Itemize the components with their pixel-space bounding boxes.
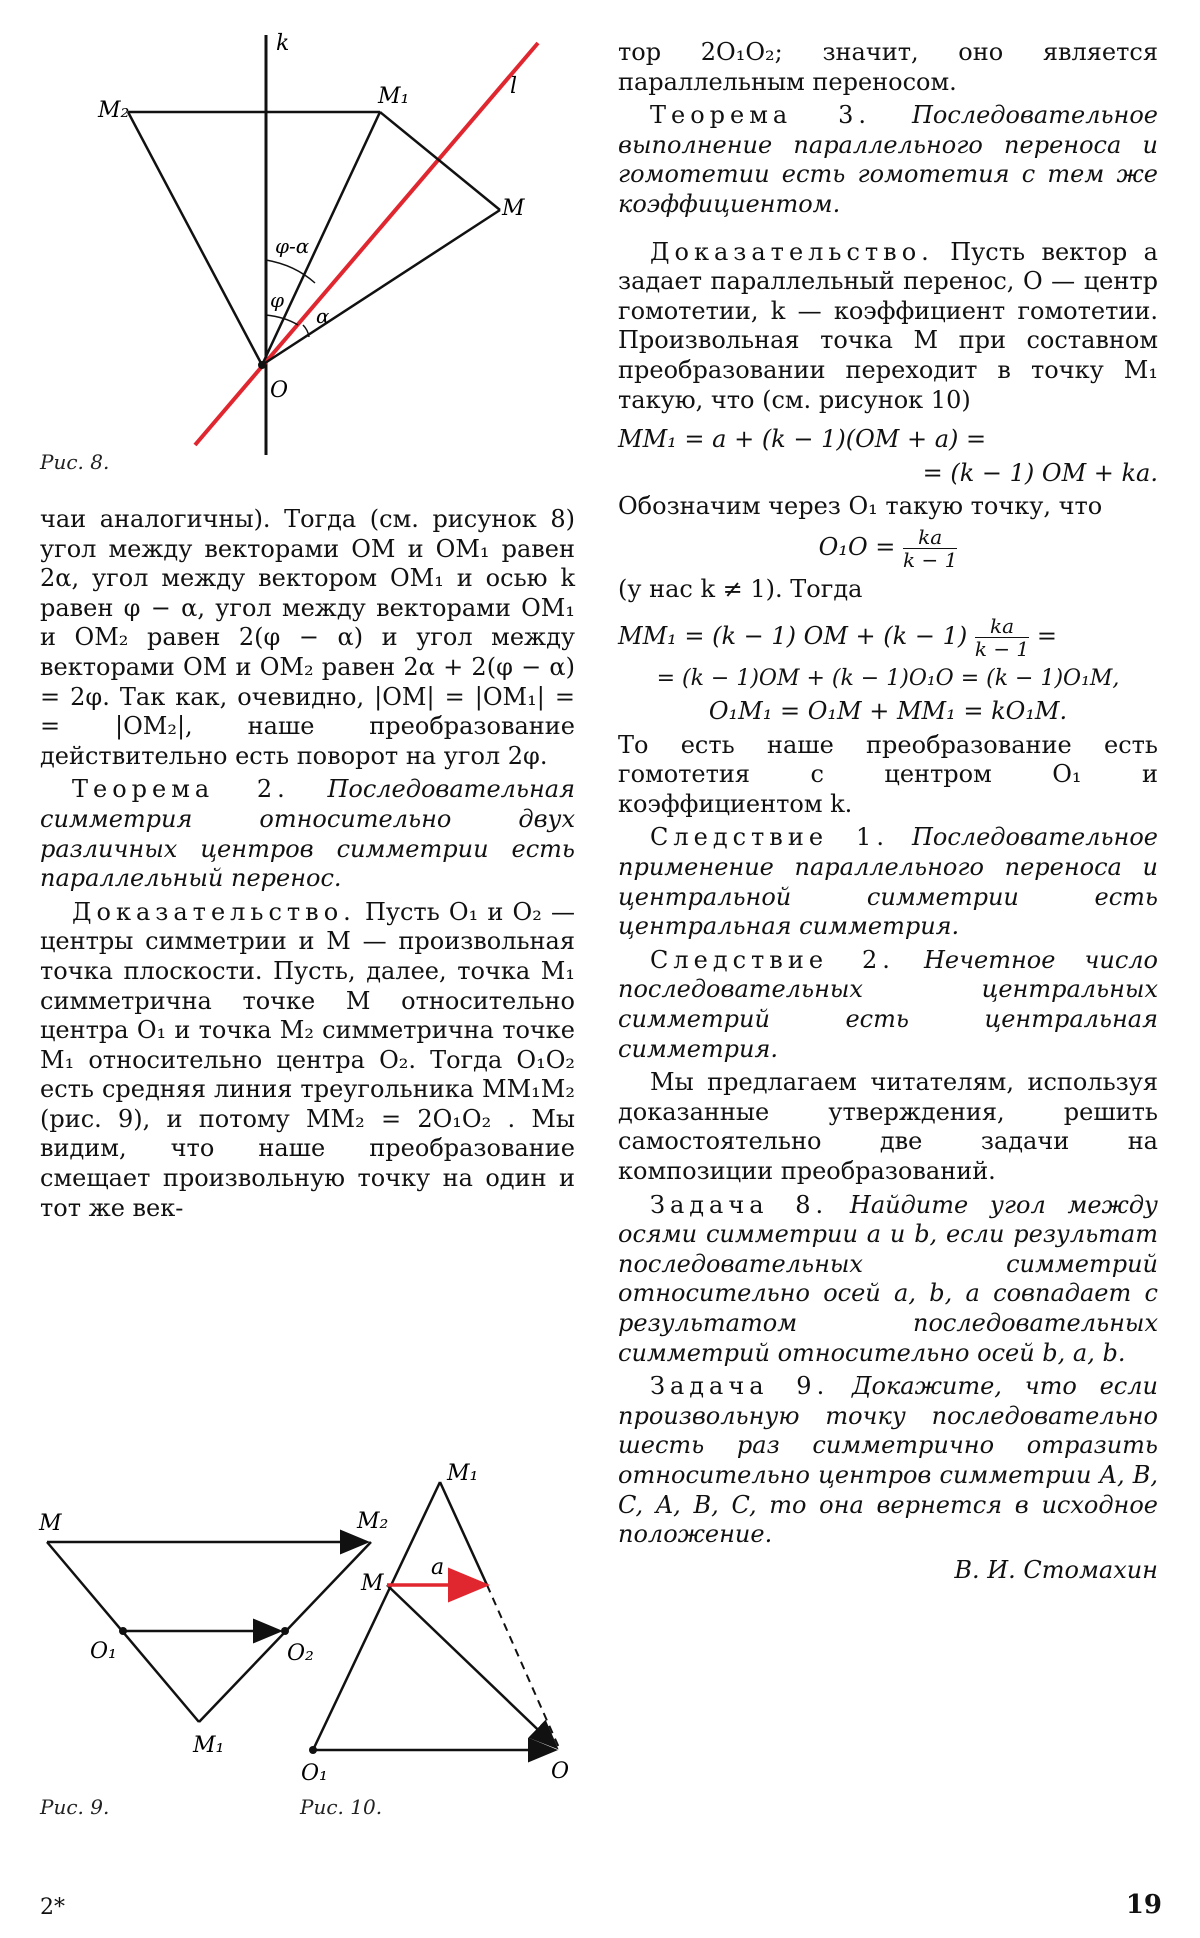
right-text-3: (у нас k ≠ 1). Тогда	[618, 574, 863, 603]
equation-1a: MM₁ = a + (k − 1)(OM + a) =	[618, 425, 987, 454]
proof-2-text: Пусть O₁ и O₂ — центры симметрии и M — произвольная точка плоскости. Пусть, далее, точка M₁ симметрична точке M относительно центра O₁ и точка M₂ симметрична точке M₁ относительно центра O₂. Тогда O₁O₂ есть средняя линия треугольника MM₁M₂ (рис. 9), и потому MM₂ = 2O₁O₂ . Мы видим, что наше преобразование смещает произвольную точку на один и тот же век-	[40, 897, 575, 1222]
task-8	[618, 1191, 1158, 1369]
figure-10-caption: Рис. 10.	[300, 1795, 383, 1819]
theorem-3-text: Последовательное выполнение параллельного переноса и гомотетии есть гомотетия с тем же коэффициентом.	[618, 101, 1158, 218]
point-o1	[119, 1627, 127, 1635]
equation-1b: = (k − 1) OM + ka.	[922, 458, 1158, 487]
signature-mark: 2*	[40, 1895, 65, 1920]
right-text-4: То есть наше преобразование есть гомотетия с центром O₁ и коэффициентом k.	[618, 730, 1158, 818]
corollary-2-label: Следствие 2.	[650, 945, 895, 974]
label-o: O	[551, 1759, 570, 1784]
equation-3a-right: =	[1036, 621, 1057, 650]
proof-2	[40, 898, 575, 1224]
equation-2-denominator: k − 1	[903, 547, 958, 572]
label-m1: M₁	[378, 84, 410, 109]
equation-3a-fraction	[975, 615, 1029, 660]
task-9	[618, 1372, 1158, 1550]
figure-8-caption: Рис. 8.	[40, 450, 110, 474]
label-a: a	[431, 1555, 445, 1580]
proof-2-label: Доказательство.	[72, 897, 356, 926]
label-o1: O₁	[90, 1639, 117, 1664]
label-m2: M₂	[98, 98, 130, 123]
label-phi: φ	[270, 288, 285, 312]
vector-mo	[387, 1585, 555, 1746]
equation-2-numerator: ka	[903, 526, 957, 549]
label-k: k	[276, 31, 290, 56]
equation-3a-left: MM₁ = (k − 1) OM + (k − 1)	[618, 621, 968, 650]
equation-2-lhs: O₁O =	[818, 532, 896, 561]
label-m1: M₁	[193, 1733, 225, 1758]
corollary-1-label: Следствие 1.	[650, 823, 889, 852]
equation-3b: = (k − 1)OM + (k − 1)O₁O = (k − 1)O₁M,	[656, 665, 1120, 691]
theorem-2	[40, 775, 575, 893]
label-o: O	[270, 378, 289, 403]
equation-3a	[618, 615, 1158, 660]
task-9-text: Докажите, что если произвольную точку последовательно шесть раз симметрично отразить относительно центров симметрии A, B, C, A, B, C, то она вернется в исходное положение.	[618, 1372, 1158, 1549]
equation-2	[618, 526, 1158, 571]
corollary-2	[618, 946, 1158, 1064]
theorem-3	[618, 101, 1158, 219]
label-phi-minus-alpha: φ-α	[275, 234, 310, 258]
right-column	[618, 38, 1158, 1585]
equation-3c: O₁M₁ = O₁M + MM₁ = kO₁M.	[708, 697, 1068, 726]
equation-2-fraction	[903, 526, 957, 571]
right-text-2: Обозначим через O₁ такую точку, что	[618, 492, 1103, 521]
point-o2	[281, 1627, 289, 1635]
theorem-2-label: Теорема 2.	[72, 775, 290, 804]
equation-3a-numerator: ka	[975, 615, 1029, 638]
figure-10	[295, 1450, 595, 1790]
proof-3	[618, 238, 1158, 416]
author-signature: В. И. Стомахин	[954, 1555, 1158, 1584]
label-l: l	[510, 74, 518, 99]
label-m: M	[39, 1511, 62, 1536]
label-o1: O₁	[301, 1761, 328, 1786]
arc-phi-minus-alpha	[266, 260, 315, 283]
proof-3-text: Пусть вектор a задает параллельный перенос, O — центр гомотетии, k — коэффициент гомотетии. Произвольная точка M при составном преобразовании переходит в точку M₁ такую, что (см. рисунок 10)	[618, 237, 1158, 414]
label-m1: M₁	[447, 1461, 479, 1486]
segment-m1-m	[380, 112, 500, 210]
axis-l	[195, 43, 538, 445]
figure-9-caption: Рис. 9.	[40, 1795, 110, 1819]
segment-m2-o	[128, 112, 262, 365]
dashed-a-o	[487, 1585, 560, 1750]
corollary-2-text: Нечетное число последовательных центральных симметрий есть центральная симметрия.	[618, 945, 1159, 1063]
label-alpha: α	[316, 304, 330, 328]
corollary-1-text: Последовательное применение параллельного переноса и центральной симметрии есть центральная симметрия.	[618, 823, 1158, 941]
page-number: 19	[1125, 1890, 1162, 1920]
left-paragraph-1: чаи аналогичны). Тогда (см. рисунок 8) угол между векторами OM и OM₁ равен 2α, угол между вектором OM₁ и осью k равен φ − α, угол между векторами OM₁ и OM₂ равен 2(φ − α) и угол между векторами OM и OM₂ равен 2α + 2(φ − α) = 2φ. Так как, очевидно, |OM| = |OM₁| = = |OM₂|, наше преобразование действительно есть поворот на угол 2φ.	[40, 505, 575, 770]
point-o1	[309, 1746, 317, 1754]
right-paragraph-0: тор 2O₁O₂; значит, оно является параллельным переносом.	[618, 38, 1158, 96]
segment-m1-o	[440, 1482, 487, 1585]
equation-3a-denominator: k − 1	[974, 636, 1030, 661]
figure-8	[40, 25, 560, 465]
task-8-label: Задача 8.	[650, 1190, 829, 1219]
point-o	[258, 361, 266, 369]
corollary-1	[618, 823, 1158, 941]
proof-3-label: Доказательство.	[650, 237, 934, 266]
task-8-text: Найдите угол между осями симметрии a и b, если результат последовательных симметрий относительно осей a, b, a совпадает с результатом последовательных симметрий относительно осей b, a, b.	[618, 1190, 1158, 1367]
theorem-2-text: Последовательная симметрия относительно двух различных центров симметрии есть параллельный перенос.	[40, 775, 575, 893]
left-column	[40, 505, 575, 1223]
label-m2: M₂	[357, 1509, 389, 1534]
theorem-3-label: Теорема 3.	[650, 101, 872, 130]
label-m: M	[502, 196, 525, 221]
task-9-label: Задача 9.	[650, 1372, 830, 1401]
right-text-5: Мы предлагаем читателям, используя доказанные утверждения, решить самостоятельно две задачи на композиции преобразований.	[618, 1068, 1158, 1185]
label-o2: O₂	[287, 1641, 314, 1666]
label-m: M	[361, 1571, 384, 1596]
